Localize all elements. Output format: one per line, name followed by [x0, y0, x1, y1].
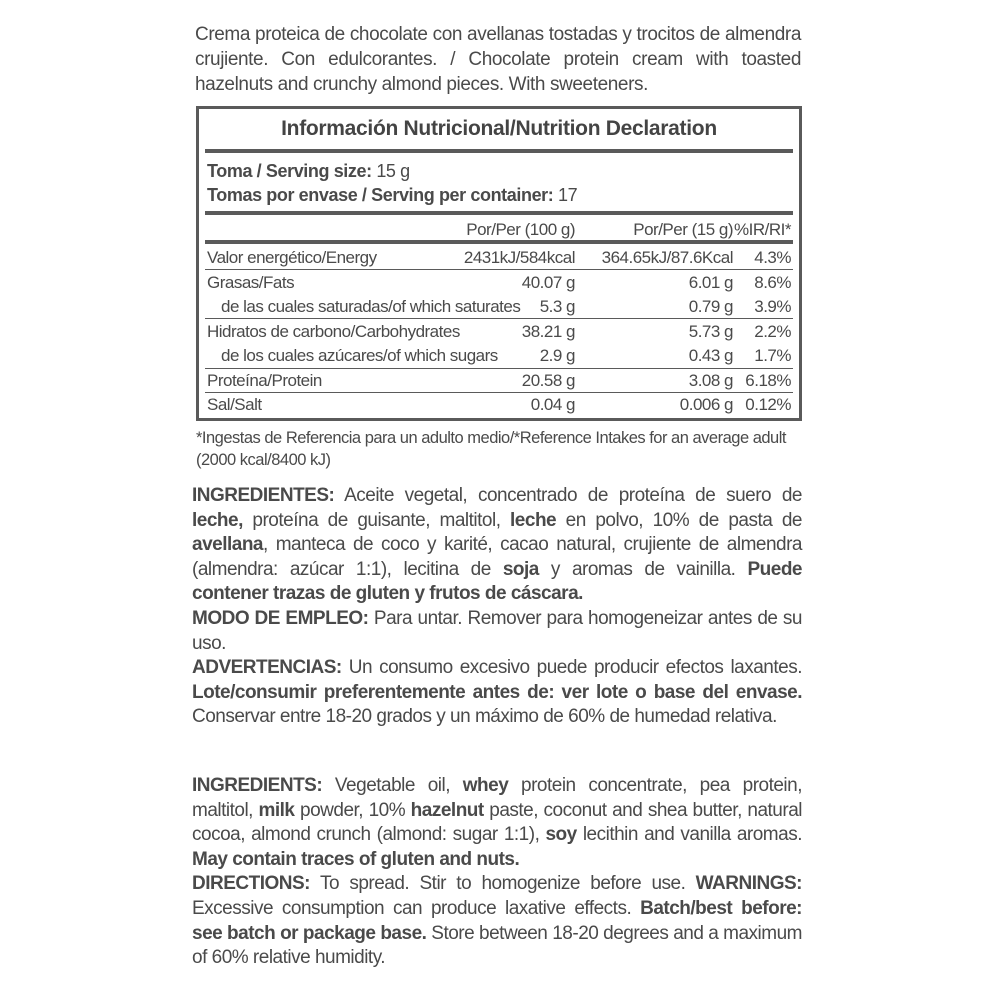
value-per-100g: 0.04 g	[530, 395, 575, 414]
thick-divider	[205, 240, 793, 244]
text-span: To spread. Stir to homogenize before use.	[310, 873, 696, 895]
text-span: Store between 18-20 degrees and a maximum of 60% relative humidity.	[192, 922, 802, 969]
value-ir: 1.7%	[754, 346, 791, 365]
product-description: Crema proteica de chocolate con avellanas tostadas y trocitos de almendra crujiente. Con edulcorantes. / Chocolate protein cream with toasted hazelnuts and crunchy almond pieces. With sweeteners.	[195, 24, 801, 95]
table-row	[205, 343, 793, 367]
ingredients-label: INGREDIENTS:	[192, 775, 323, 796]
value-per-100g: 38.21 g	[521, 322, 575, 341]
value-ir: 3.9%	[754, 297, 791, 316]
nutrition-title: Información Nutricional/Nutrition Declaration	[281, 117, 717, 140]
allergen: whey	[462, 775, 509, 796]
header-per-100g: Por/Per (100 g)	[466, 220, 575, 239]
english-ingredients-block	[192, 774, 802, 971]
english-ingredients	[192, 774, 802, 872]
nutrient-name: Hidratos de carbono/Carbohydrates	[207, 322, 460, 341]
allergen: hazelnut	[410, 799, 484, 821]
value-per-15g: 0.006 g	[679, 395, 733, 414]
allergen-warning: Puede contener trazas de gluten y frutos de cáscara.	[192, 558, 802, 605]
text-span: , manteca de coco y karité, cacao natural, crujiente de almendra (almendra: azúcar 1:1), lecitina de	[192, 534, 802, 580]
nutrient-name: Sal/Salt	[207, 395, 262, 414]
text-span: Excessive consumption can produce laxative effects.	[192, 897, 641, 919]
value-per-100g: 5.3 g	[539, 297, 575, 316]
value-ir: 8.6%	[754, 273, 791, 292]
value-per-15g: 364.65kJ/87.6Kcal	[601, 248, 733, 267]
text-span: proteína de guisante, maltitol,	[242, 509, 511, 531]
reference-intake-footnote: *Ingestas de Referencia para un adulto medio/*Reference Intakes for an average adult (2000 kcal/8400 kJ)	[196, 429, 786, 469]
value-ir: 0.12%	[745, 395, 791, 414]
serving-size-value: 15 g	[371, 161, 410, 181]
table-row	[205, 270, 793, 294]
value-ir: 6.18%	[745, 371, 791, 390]
nutrient-name: Valor energético/Energy	[207, 248, 377, 267]
value-ir: 2.2%	[754, 322, 791, 341]
warnings-label: WARNINGS:	[695, 873, 802, 895]
allergen: soja	[502, 558, 539, 580]
text-span: Vegetable oil,	[322, 775, 463, 796]
spanish-warnings	[192, 656, 802, 730]
value-per-100g: 2431kJ/584kcal	[463, 248, 575, 267]
text-span: Aceite vegetal, concentrado de proteína de suero de	[334, 485, 802, 506]
table-row	[205, 392, 793, 416]
text-span: paste, coconut and shea butter, natural cocoa, almond crunch (almond: sugar 1:1),	[192, 799, 802, 846]
nutrition-facts-panel	[196, 106, 802, 421]
nutrient-name: de las cuales saturadas/of which saturates	[221, 297, 521, 316]
value-ir: 4.3%	[754, 248, 791, 267]
text-span: lecithin and vanilla aromas.	[576, 824, 802, 846]
spanish-ingredients	[192, 484, 802, 607]
header-per-15g: Por/Per (15 g)	[633, 220, 733, 239]
value-per-100g: 40.07 g	[521, 273, 575, 292]
warnings-label: ADVERTENCIAS:	[192, 657, 342, 679]
allergen: milk	[258, 799, 295, 821]
value-per-15g: 6.01 g	[688, 273, 733, 292]
servings-label: Tomas por envase / Serving per container:	[207, 185, 554, 205]
nutrient-name: Grasas/Fats	[207, 273, 295, 292]
allergen: soy	[545, 824, 577, 846]
allergen: avellana	[192, 534, 263, 556]
allergen-warning: May contain traces of gluten and nuts.	[192, 848, 520, 870]
table-row	[205, 368, 793, 392]
text-span: protein concentrate, pea protein, maltitol,	[192, 775, 802, 821]
batch-info: Batch/best before: see batch or package base.	[192, 897, 802, 944]
value-per-15g: 0.43 g	[688, 346, 733, 365]
table-row	[205, 245, 793, 269]
thick-divider	[205, 149, 793, 153]
text-span: Un consumo excesivo puede producir efectos laxantes.	[341, 657, 802, 679]
value-per-100g: 20.58 g	[521, 371, 575, 390]
text-span: Conservar entre 18-20 grados y un máximo de 60% de humedad relativa.	[192, 706, 777, 728]
nutrient-name: Proteína/Protein	[207, 371, 322, 390]
value-per-15g: 0.79 g	[688, 297, 733, 316]
value-per-15g: 3.08 g	[688, 371, 733, 390]
directions-label: MODO DE EMPLEO:	[192, 607, 369, 629]
servings-value: 17	[553, 185, 578, 205]
value-per-15g: 5.73 g	[688, 322, 733, 341]
text-span: Para untar. Remover para homogeneizar antes de su uso.	[192, 607, 802, 654]
table-row	[205, 319, 793, 343]
servings-per-container	[207, 185, 577, 206]
nutrient-name: de los cuales azúcares/of which sugars	[221, 346, 498, 365]
ingredients-label: INGREDIENTES:	[192, 485, 335, 506]
allergen: leche	[510, 509, 557, 531]
english-directions-warnings	[192, 872, 802, 970]
directions-label: DIRECTIONS:	[192, 873, 310, 895]
thick-divider	[205, 211, 793, 215]
value-per-100g: 2.9 g	[539, 346, 575, 365]
table-row	[205, 294, 793, 318]
batch-info: Lote/consumir preferentemente antes de: ver lote o base del envase.	[192, 681, 802, 703]
text-span: powder, 10%	[294, 799, 411, 821]
serving-size	[207, 161, 410, 182]
spanish-directions	[192, 607, 802, 656]
text-span: en polvo, 10% de pasta de	[556, 509, 802, 531]
spanish-ingredients-block	[192, 484, 802, 730]
header-ir: %IR/RI*	[734, 220, 791, 239]
serving-size-label: Toma / Serving size:	[207, 161, 372, 181]
text-span: y aromas de vainilla.	[538, 558, 748, 580]
allergen: leche,	[192, 509, 243, 531]
